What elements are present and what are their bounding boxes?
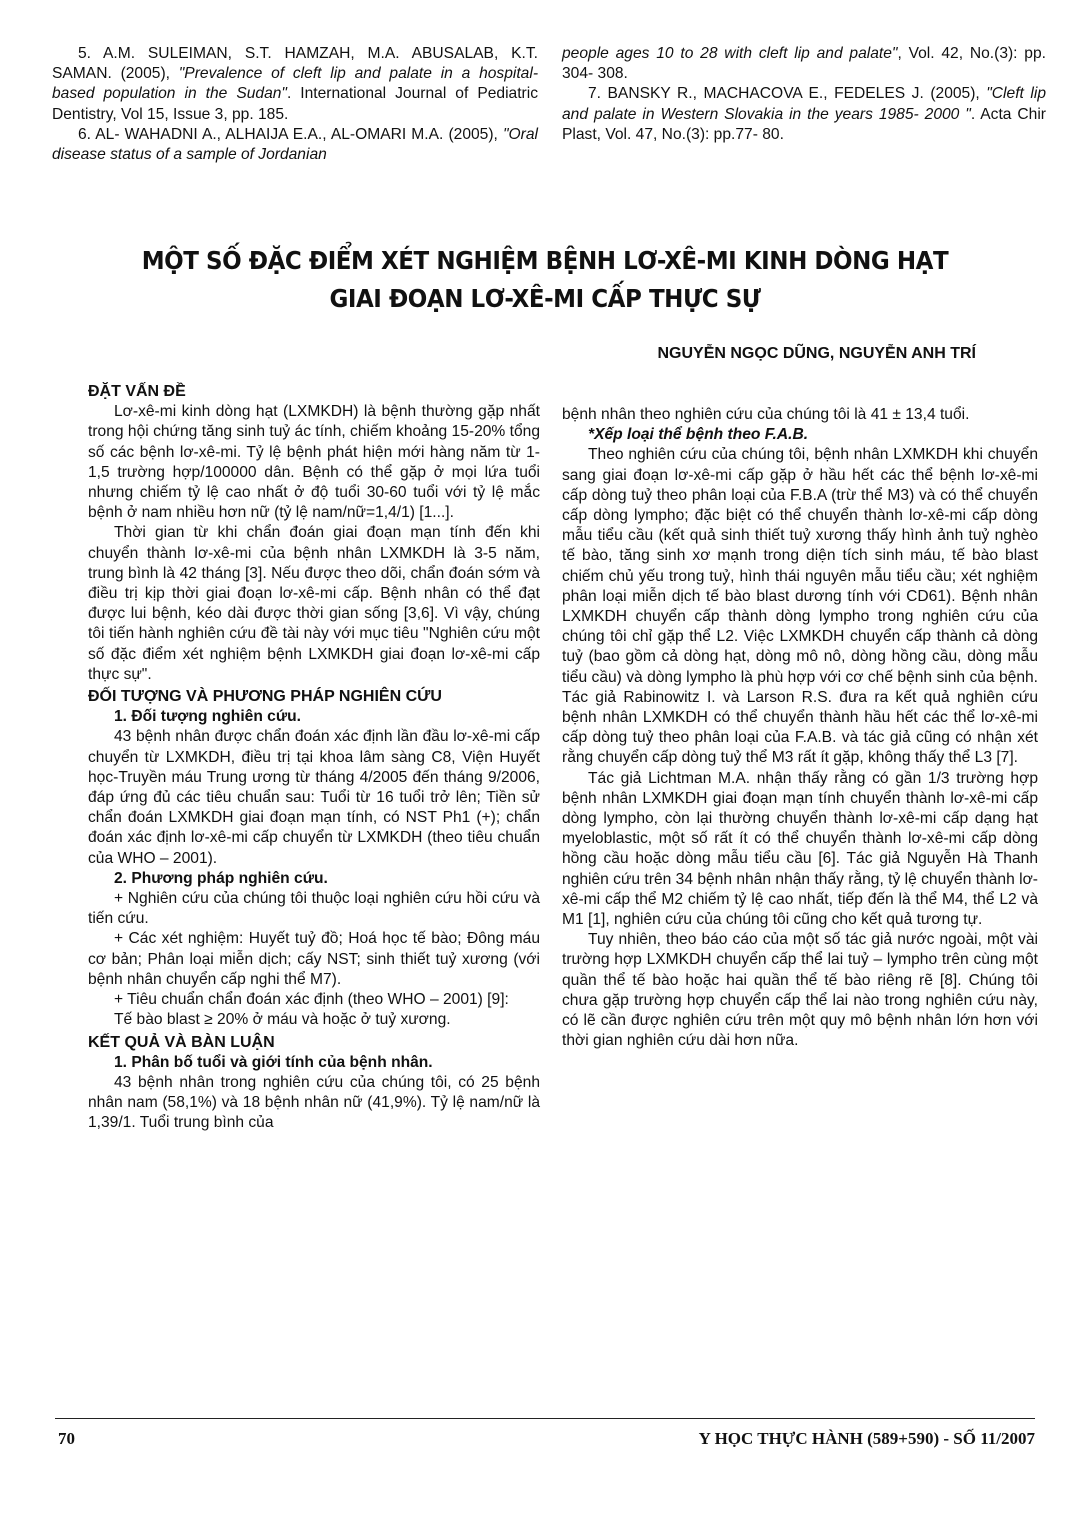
heading-results: KẾT QUẢ VÀ BÀN LUẬN — [88, 1033, 275, 1051]
heading-methods: ĐỐI TƯỢNG VÀ PHƯƠNG PHÁP NGHIÊN CỨU — [88, 688, 442, 706]
paragraph: bệnh nhân theo nghiên cứu của chúng tôi là 41 ± 13,4 tuổi. — [562, 406, 970, 423]
paragraph: + Tiêu chuẩn chẩn đoán xác định (theo WHO – 2001) [9]: — [114, 991, 509, 1009]
paragraph: 43 bệnh nhân trong nghiên cứu của chúng tôi, có 25 bệnh nhân nam (58,1%) và 18 bệnh nhân nữ (41,9%). Tỷ lệ nam/nữ là 1,39/1. Tuổi trung bình của — [88, 1073, 540, 1132]
article-title — [99, 242, 991, 318]
page-number: 70 — [58, 1429, 75, 1448]
paragraph: Thời gian từ khi chẩn đoán giai đoạn mạn tính đến khi chuyển thành lơ-xê-mi của bệnh nhân LXMKDH là 3-5 năm, trung bình là 42 tháng [3]. Nếu được theo dõi, chẩn đoán sớm và điều trị kịp thời giai đoạn lơ-xê-mi cấp. Bệnh nhân có thể đạt được lui bệnh, kéo dài được thời gian sống [3,6]. Vì vậy, chúng tôi tiến hành nghiên cứu đề tài này với mục tiêu "Nghiên cứu một số đặc điểm xét nghiệm bệnh LXMKDH giai đoạn lơ-xê-mi cấp thực sự". — [88, 524, 540, 683]
paragraph: + Các xét nghiệm: Huyết tuỷ đồ; Hoá học tế bào; Đông máu cơ bản; Phân loại miễn dịch; cấy NST; sinh thiết tuỷ xương (với bệnh nhân chuyển cấp nghi thể M7). — [88, 930, 540, 988]
article-authors: NGUYỄN NGỌC DŨNG, NGUYỄN ANH TRÍ — [657, 345, 976, 362]
paragraph: Tác giả Lichtman M.A. nhận thấy rằng có gần 1/3 trường hợp bệnh nhân LXMKDH giai đoạn mạn tính chuyển thành lơ-xê-mi cấp dòng lympho, còn lại thường chuyển thành lơ-xê-mi cấp dạng hạt myeloblastic, một số rất ít có thể chuyển thành lơ-xê-mi cấp dòng hồng cầu hoặc dòng mẫu tiểu cầu [6]. Tác giả Nguyễn Hà Thanh nghiên cứu trên 34 bệnh nhân nhận thấy rằng, tỷ lệ chuyển thành lơ-xê-mi cấp thể M2 chiếm tỷ lệ cao nhất, tiếp đến là thể M4, thể L2 và M1 [1], nghiên cứu của chúng tôi cũng cho kết quả tương tự. — [562, 769, 1038, 929]
paragraph: Tuy nhiên, theo báo cáo của một số tác giả nước ngoài, một vài trường hợp LXMKDH chuyển cấp thể lai tuỷ – lympho trên cùng một quần thể tế bào hoặc hai quần thể tế bào riêng rẽ [8]. Chúng tôi chưa gặp trường hợp chuyển cấp thể lai nào trong nghiên cứu này, có lẽ cần được nghiên cứu trên một quy mô bệnh nhân lớn hơn với thời gian nghiên cứu dài hơn nữa. — [562, 931, 1038, 1050]
subheading-fab: *Xếp loại thể bệnh theo F.A.B. — [588, 426, 809, 444]
paragraph: Tế bào blast ≥ 20% ở máu và hoặc ở tuỷ xương. — [114, 1011, 451, 1029]
subheading-method: 2. Phương pháp nghiên cứu. — [114, 869, 328, 887]
subheading-subjects: 1. Đối tượng nghiên cứu. — [114, 708, 302, 726]
journal-name: Y HỌC THỰC HÀNH (589+590) - SỐ 11/2007 — [698, 1429, 1035, 1448]
paragraph: Theo nghiên cứu của chúng tôi, bệnh nhân LXMKDH khi chuyển sang giai đoạn lơ-xê-mi cấp gặp ở hầu hết các thể bệnh lơ-xê-mi cấp dòng tuỷ theo phân loại của F.B.A (trừ thể M3) và có thể chuyển cấp dòng lympho; đặc biệt có thể chuyển thành lơ-xê-mi cấp dòng mẫu tiểu cầu (kết quả sinh thiết tuỷ xương thấy hình ảnh tuỷ nghèo tế bào, tăng sinh xơ mạnh trong diện tích sinh máu, tế bào blast chiếm chủ yếu trong tuỷ, hình thái nguyên mẫu tiểu cầu; xét nghiệm phân loại miễn dịch tế bào blast dương tính với CD61). Bệnh nhân LXMKDH chuyển cấp thành dòng lympho trong nghiên cứu của chúng tôi chỉ gặp thể L2. Việc LXMKDH chuyển cấp thành cả dòng tuỷ (bao gồm cả dòng hạt, dòng mô nô, dòng hồng cầu, dòng mẫu tiểu cầu) và dòng lympho là phù hợp với cơ chế bệnh sinh của bệnh. Tác giả Rabinowitz I. và Larson R.S. đưa ra kết quả nghiên cứu bệnh nhân LXMKDH có thể chuyển thành hầu hết các thể lơ-xê-mi cấp dòng tuỷ theo phân loại của F.A.B. và tác giả cũng có nhận xét rằng chuyển cấp dòng tuỷ thể M3 rất ít gặp, không thấy thể L3 [7]. — [562, 446, 1038, 767]
body-left-column — [88, 380, 540, 1134]
article-title-line-1: MỘT SỐ ĐẶC ĐIỂM XÉT NGHIỆM BỆNH LƠ-XÊ-MI KINH DÒNG HẠT — [141, 246, 949, 275]
references-left — [52, 44, 538, 165]
body-right-column — [562, 405, 1038, 1052]
reference-6-continued: people ages 10 to 28 with cleft lip and palate", Vol. 42, No.(3): pp. 304- 308. — [562, 45, 1046, 83]
reference-5: 5. A.M. SULEIMAN, S.T. HAMZAH, M.A. ABUSALAB, K.T. SAMAN. (2005), "Prevalence of cleft lip and palate in a hospital- based population in the Sudan". International Journal of Pediatric Dentistry, Vol 15, Issue 3, pp. 185. — [52, 45, 539, 123]
references-right — [562, 44, 1046, 145]
paragraph: Lơ-xê-mi kinh dòng hạt (LXMKDH) là bệnh thường gặp nhất trong hội chứng tăng sinh tuỷ ác tính, chiếm khoảng 15-20% tổng số các bệnh lơ-xê-mi. Tỷ lệ bệnh phát hiện mới hàng năm từ 1-1,5 trường hợp/100000 dân. Bệnh có thể gặp ở mọi lứa tuổi nhưng chiếm tỷ lệ cao nhất ở độ tuổi 30-60 tuổi với tỷ lệ mắc bệnh ở nam nhiều hơn nữ (tỷ lệ nam/nữ=1,4/1) [1...]. — [88, 403, 540, 522]
footer-divider — [55, 1418, 1035, 1419]
reference-7: 7. BANSKY R., MACHACOVA E., FEDELES J. (2005), "Cleft lip and palate in Western Slovakia in the years 1985- 2000 ". Acta Chir Plast, Vol. 47, No.(3): pp.77- 80. — [562, 85, 1046, 143]
paragraph: 43 bệnh nhân được chẩn đoán xác định lần đầu lơ-xê-mi cấp chuyển từ LXMKDH, điều trị tại khoa lâm sàng C8, Viện Huyết học-Truyền máu Trung ương từ tháng 4/2005 đến tháng 9/2006, đáp ứng đủ các tiêu chuẩn sau: Tuổi từ 16 tuổi trở lên; Tiền sử chẩn đoán LXMKDH giai đoạn mạn tính, có NST Ph1 (+); chẩn đoán xác định lơ-xê-mi cấp chuyển từ LXMKDH (theo tiêu chuẩn của WHO – 2001). — [88, 728, 540, 867]
subheading-age-sex: 1. Phân bố tuổi và giới tính của bệnh nhân. — [114, 1053, 433, 1071]
paragraph: + Nghiên cứu của chúng tôi thuộc loại nghiên cứu hồi cứu và tiến cứu. — [88, 890, 540, 928]
article-title-line-2: GIAI ĐOẠN LƠ-XÊ-MI CẤP THỰC SỰ — [329, 284, 761, 313]
reference-6: 6. AL- WAHADNI A., ALHAIJA E.A., AL-OMARI M.A. (2005), "Oral disease status of a sample of Jordanian — [52, 125, 538, 164]
heading-introduction: ĐẶT VẤN ĐỀ — [88, 383, 186, 400]
